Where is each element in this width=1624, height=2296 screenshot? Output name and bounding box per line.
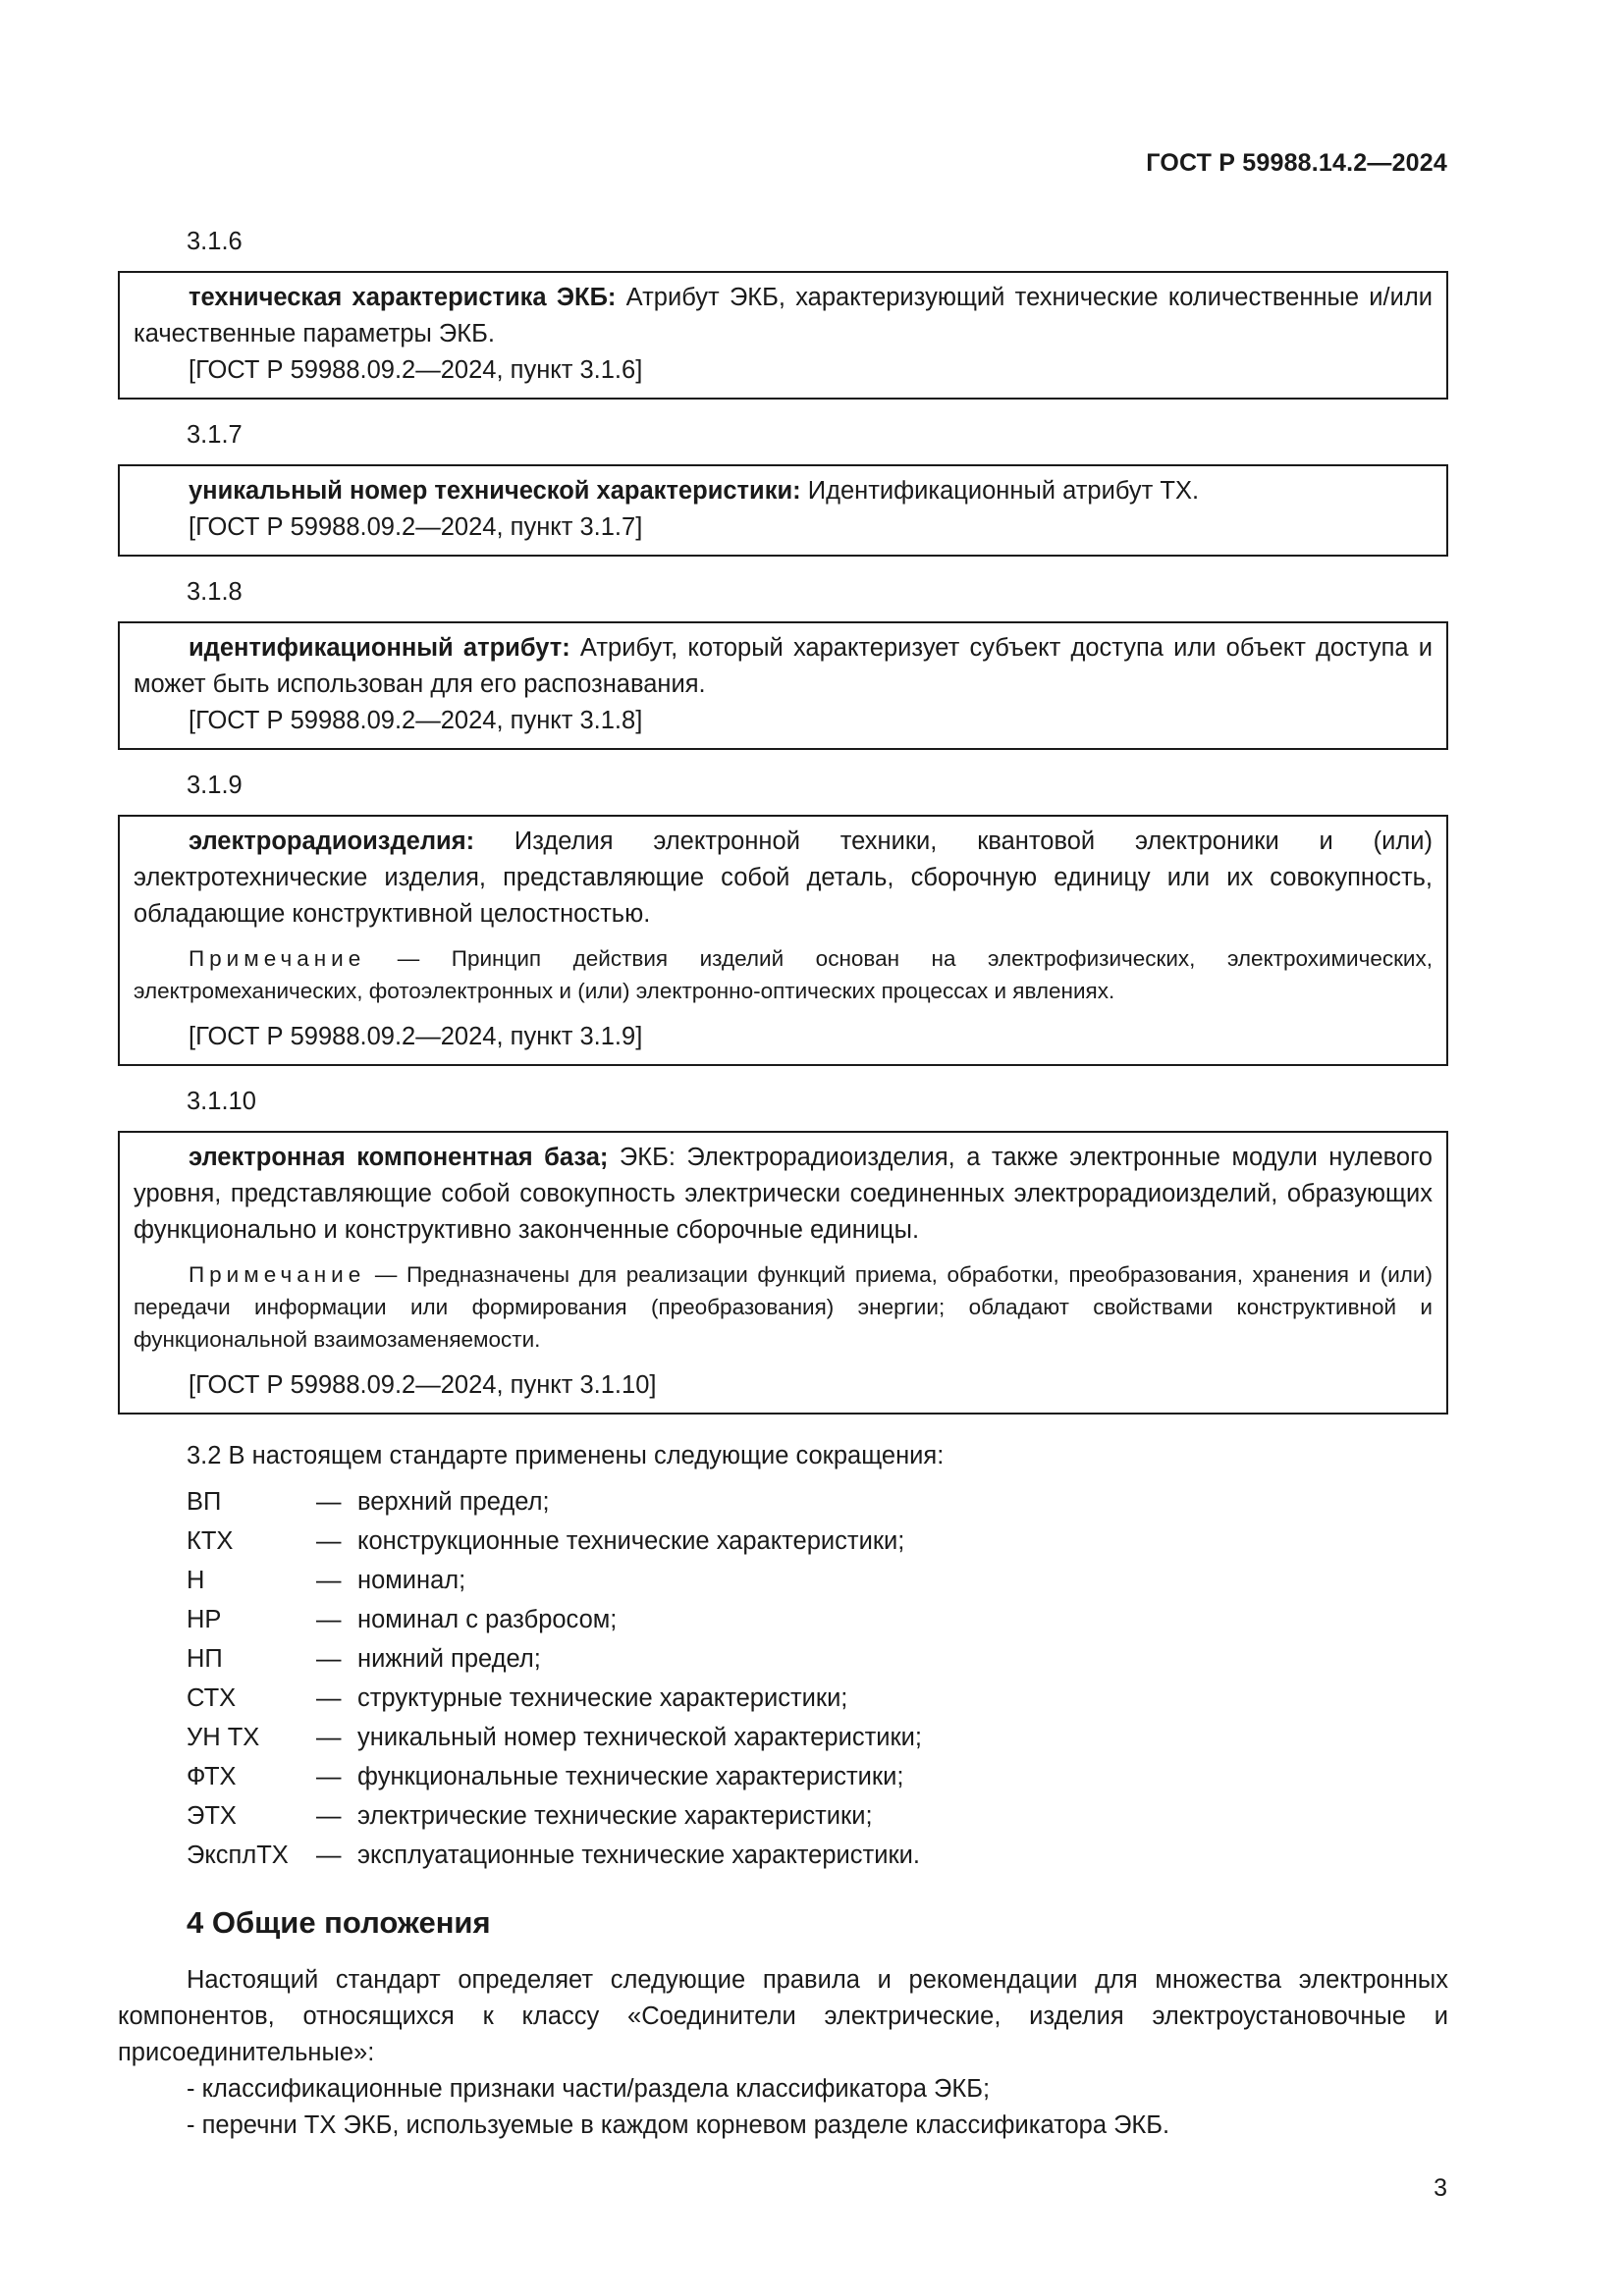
abbreviation-dash: — <box>316 1645 342 1673</box>
abbreviation-dash: — <box>316 1684 342 1712</box>
abbreviation-item <box>118 1718 1448 1757</box>
term-number: 3.1.8 <box>187 578 243 606</box>
term-source: [ГОСТ Р 59988.09.2—2024, пункт 3.1.10] <box>189 1371 657 1399</box>
term-number: 3.1.9 <box>187 772 243 799</box>
term-note <box>134 1258 1433 1356</box>
abbreviation-meaning: электрические технические характеристики; <box>357 1802 873 1830</box>
term-note <box>134 942 1433 1007</box>
page-content <box>118 224 1448 2144</box>
page-number: 3 <box>1434 2174 1447 2202</box>
term-name: электрорадиоизделия: <box>189 828 475 855</box>
term-source: [ГОСТ Р 59988.09.2—2024, пункт 3.1.8] <box>189 707 643 734</box>
abbreviation-item <box>118 1757 1448 1796</box>
term-definition-text: ЭКБ: Электрорадиоизделия, а также электронные модули нулевого уровня, представляющие собой совокупность электрически соединенных электрорадиоизделий, образующих функционально и конструктивно законченные сборочные единицы. <box>134 1144 1433 1244</box>
abbreviation-item <box>118 1600 1448 1639</box>
note-label: Примечание <box>189 946 366 971</box>
abbreviation-meaning: структурные технические характеристики; <box>357 1684 848 1712</box>
term-definition <box>134 473 1433 509</box>
abbreviation-item <box>118 1522 1448 1561</box>
abbreviation-code: ВП <box>187 1488 222 1516</box>
document-code-header: ГОСТ Р 59988.14.2—2024 <box>1146 149 1447 177</box>
term-definition <box>134 1140 1433 1249</box>
abbreviation-meaning: нижний предел; <box>357 1645 541 1673</box>
abbreviation-dash: — <box>316 1527 342 1555</box>
term-definition-box <box>118 621 1448 750</box>
term-definition-box <box>118 1131 1448 1415</box>
term-definition-box <box>118 464 1448 557</box>
abbreviation-dash: — <box>316 1802 342 1830</box>
abbreviation-dash: — <box>316 1567 342 1594</box>
abbreviation-code: ФТХ <box>187 1763 237 1790</box>
term-definition-text: Идентификационный атрибут ТХ. <box>807 477 1200 505</box>
note-text: — Принцип действия изделий основан на электрофизических, электрохимических, электромеханических, фотоэлектронных и (или) электронно-оптических процессах и явлениях. <box>134 946 1433 1003</box>
term-number: 3.1.10 <box>187 1088 256 1115</box>
abbreviation-meaning: функциональные технические характеристики; <box>357 1763 904 1790</box>
term-definition-box <box>118 271 1448 400</box>
abbreviation-item <box>118 1679 1448 1718</box>
abbreviation-dash: — <box>316 1724 342 1751</box>
term-definition-text: Изделия электронной техники, квантовой электроники и (или) электротехнические изделия, представляющие собой деталь, сборочную единицу или их совокупность, обладающие конструктивной целостностью. <box>134 828 1433 928</box>
term-source: [ГОСТ Р 59988.09.2—2024, пункт 3.1.9] <box>189 1023 643 1050</box>
abbreviation-code: НП <box>187 1645 223 1673</box>
term-name: уникальный номер технической характеристики: <box>189 477 801 505</box>
term-name: идентификационный атрибут: <box>189 634 570 662</box>
abbreviation-dash: — <box>316 1763 342 1790</box>
abbreviation-item <box>118 1561 1448 1600</box>
abbreviation-meaning: конструкционные технические характеристики; <box>357 1527 905 1555</box>
abbreviation-meaning: номинал; <box>357 1567 466 1594</box>
abbreviation-meaning: эксплуатационные технические характеристики. <box>357 1842 920 1869</box>
abbreviation-item <box>118 1639 1448 1679</box>
abbreviation-item <box>118 1796 1448 1836</box>
note-text: — Предназначены для реализации функций приема, обработки, преобразования, хранения и (или) передачи информации или формирования (преобразования) энергии; обладают свойствами конструктивной и функциональной взаимозаменяемости. <box>134 1262 1433 1352</box>
abbreviation-item <box>118 1482 1448 1522</box>
abbreviation-dash: — <box>316 1842 342 1869</box>
abbreviation-code: Н <box>187 1567 205 1594</box>
section-paragraph: Настоящий стандарт определяет следующие правила и рекомендации для множества электронных компонентов, относящихся к классу «Соединители электрические, изделия электроустановочные и присоединительные»: <box>118 1966 1448 2066</box>
term-definition-text: Атрибут ЭКБ, характеризующий технические количественные и/или качественные параметры ЭКБ. <box>134 284 1433 347</box>
abbreviations-intro: 3.2 В настоящем стандарте применены следующие сокращения: <box>187 1442 945 1469</box>
term-definition-box <box>118 815 1448 1066</box>
abbreviations-list <box>118 1482 1448 1875</box>
term-source: [ГОСТ Р 59988.09.2—2024, пункт 3.1.6] <box>189 356 643 384</box>
abbreviation-meaning: уникальный номер технической характеристики; <box>357 1724 922 1751</box>
list-item: - перечни ТХ ЭКБ, используемые в каждом корневом разделе классификатора ЭКБ. <box>187 2111 1170 2139</box>
list-item: - классификационные признаки части/раздела классификатора ЭКБ; <box>187 2075 991 2103</box>
section-title: 4 Общие положения <box>187 1905 491 1940</box>
abbreviation-code: ЭксплТХ <box>187 1842 289 1869</box>
note-label: Примечание <box>189 1262 366 1287</box>
abbreviation-code: СТХ <box>187 1684 237 1712</box>
abbreviation-item <box>118 1836 1448 1875</box>
abbreviation-dash: — <box>316 1606 342 1633</box>
term-name: электронная компонентная база; <box>189 1144 609 1171</box>
abbreviation-meaning: верхний предел; <box>357 1488 550 1516</box>
term-source: [ГОСТ Р 59988.09.2—2024, пункт 3.1.7] <box>189 513 643 541</box>
term-number: 3.1.7 <box>187 421 243 449</box>
abbreviation-code: КТХ <box>187 1527 234 1555</box>
term-definition-text: Атрибут, который характеризует субъект доступа или объект доступа и может быть использован для его распознавания. <box>134 634 1433 698</box>
abbreviation-dash: — <box>316 1488 342 1516</box>
abbreviation-code: НР <box>187 1606 222 1633</box>
term-name: техническая характеристика ЭКБ: <box>189 284 617 311</box>
abbreviation-code: ЭТХ <box>187 1802 237 1830</box>
abbreviation-code: УН ТХ <box>187 1724 260 1751</box>
term-definition <box>134 824 1433 933</box>
term-definition <box>134 280 1433 352</box>
term-definition <box>134 630 1433 703</box>
term-number: 3.1.6 <box>187 228 243 255</box>
abbreviation-meaning: номинал с разбросом; <box>357 1606 618 1633</box>
